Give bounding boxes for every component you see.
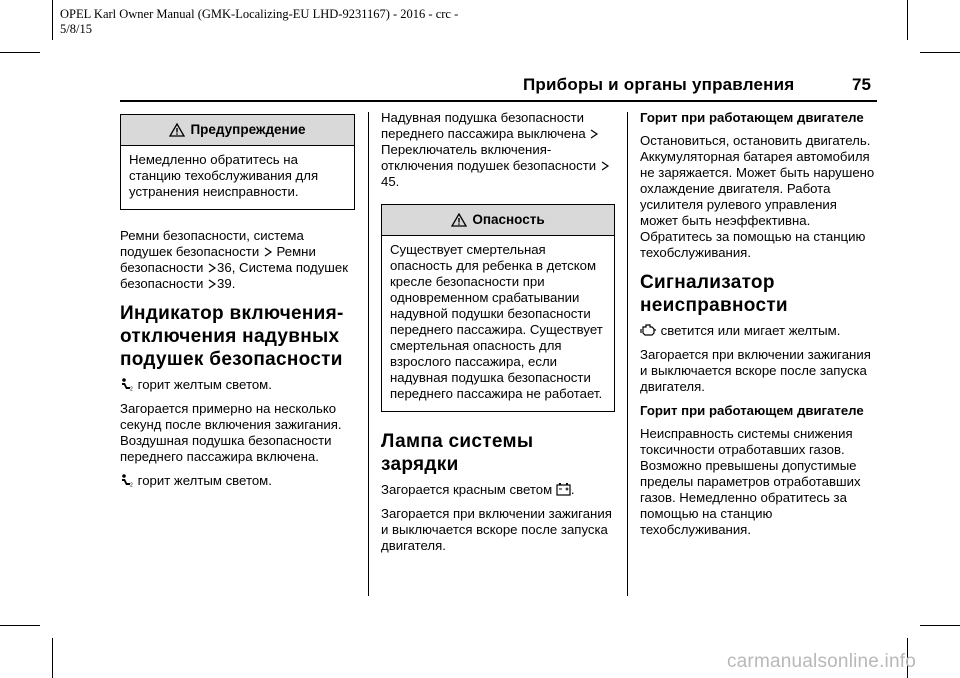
crop-mark [920,625,960,626]
warning-title: Предупреждение [190,122,306,137]
danger-box-header [382,205,614,236]
reference-arrow-icon [207,262,217,274]
text-run: Надувная подушка безопасности переднего пассажира выключена [381,110,586,141]
paragraph: Загорается при включении зажигания и выключается вскоре после запуска двигателя. [640,347,871,394]
text-run: . [570,482,575,497]
column-separator [627,112,628,596]
paragraph [120,228,355,292]
warning-box-header [121,115,354,146]
svg-text:2: 2 [130,482,133,487]
column-2 [381,110,615,562]
column-1 [120,114,355,497]
text-run: Загорается красным светом [381,482,553,497]
text-run: Ремни безопасности, система подушек безопасности [120,228,304,259]
reference-arrow-icon [589,128,599,140]
section-title: Приборы и органы управления [523,75,795,94]
reference-arrow-icon [263,246,273,258]
paragraph: Остановиться, остановить двигатель. Аккумуляторная батарея автомобиля не заряжается. Может быть нарушено охлаждение двигателя. Работа усилителя рулевого управления может быть неэффективна. Обратитесь за помощью на станцию техобслуживания. [640,133,875,260]
airbag-off-icon [120,473,134,487]
crop-mark [52,0,53,40]
crop-mark [0,52,40,53]
warning-box [120,114,355,210]
text-run: горит желтым светом. [137,377,272,392]
reference-arrow-icon [207,278,217,290]
paragraph: Загорается при включении зажигания и выключается вскоре после запуска двигателя. [381,506,612,553]
print-meta-line: 5/8/15 [60,22,92,36]
paragraph [120,473,355,489]
heading-airbag-indicator: Индикатор включения-отключения надувных подушек безопасности [120,303,344,370]
watermark: carmanualsonline.info [726,651,916,672]
warning-text: Немедленно обратитесь на станцию техобслуживания для устранения неисправности. [129,152,319,199]
paragraph: Загорается примерно на несколько секунд после включения зажигания. Воздушная подушка безопасности переднего пассажира включена. [120,401,342,464]
paragraph [381,482,615,498]
page-number: 75 [852,75,871,94]
text-run: горит желтым светом. [137,473,272,488]
header-rule [120,100,877,102]
danger-text: Существует смертельная опасность для ребенка в детском кресле безопасности при одновременном срабатывании надувной подушки безопасности переднего пассажира. Существует смертельная опасность для взрослого пассажира, если надувная подушка безопасности переднего пассажира не работает. [390,242,603,401]
column-3 [640,110,878,546]
column-separator [368,112,369,596]
subheading: Горит при работающем двигателе [640,403,864,418]
airbag-off-icon [120,377,134,391]
cross-reference-link[interactable]: Ремни безопасности [120,244,316,275]
crop-mark [907,0,908,40]
warning-triangle-icon [169,123,185,137]
heading-charging-lamp: Лампа системы зарядки [381,431,534,475]
paragraph: Неисправность системы снижения токсичности отработавших газов. Возможно превышены допустимые пределы параметров отработавших газов. Немедленно обратитесь за помощью на станцию техобслуживания. [640,426,861,537]
print-meta-line: OPEL Karl Owner Manual (GMK-Localizing-EU LHD-9231167) - 2016 - crc - [60,7,459,21]
danger-box [381,204,615,412]
text-run: светится или мигает желтым. [660,323,841,338]
battery-icon [556,482,571,496]
crop-mark [920,52,960,53]
danger-title: Опасность [472,212,545,227]
paragraph [381,110,615,190]
cross-reference-link[interactable]: 39. [217,276,236,291]
heading-malfunction-indicator: Сигнализатор неисправности [640,272,788,316]
engine-check-icon [640,323,657,337]
svg-text:2: 2 [130,386,133,391]
crop-mark [52,638,53,678]
cross-reference-link[interactable]: Переключатель включения-отключения подушек безопасности [381,142,597,173]
paragraph [120,377,355,393]
warning-triangle-icon [451,213,467,227]
reference-arrow-icon [600,160,610,172]
cross-reference-link[interactable]: 36, Система подушек безопасности [120,260,348,291]
cross-reference-link[interactable]: 45. [381,174,400,189]
print-meta [60,7,458,37]
crop-mark [0,625,40,626]
subheading: Горит при работающем двигателе [640,110,864,125]
paragraph [640,323,878,339]
